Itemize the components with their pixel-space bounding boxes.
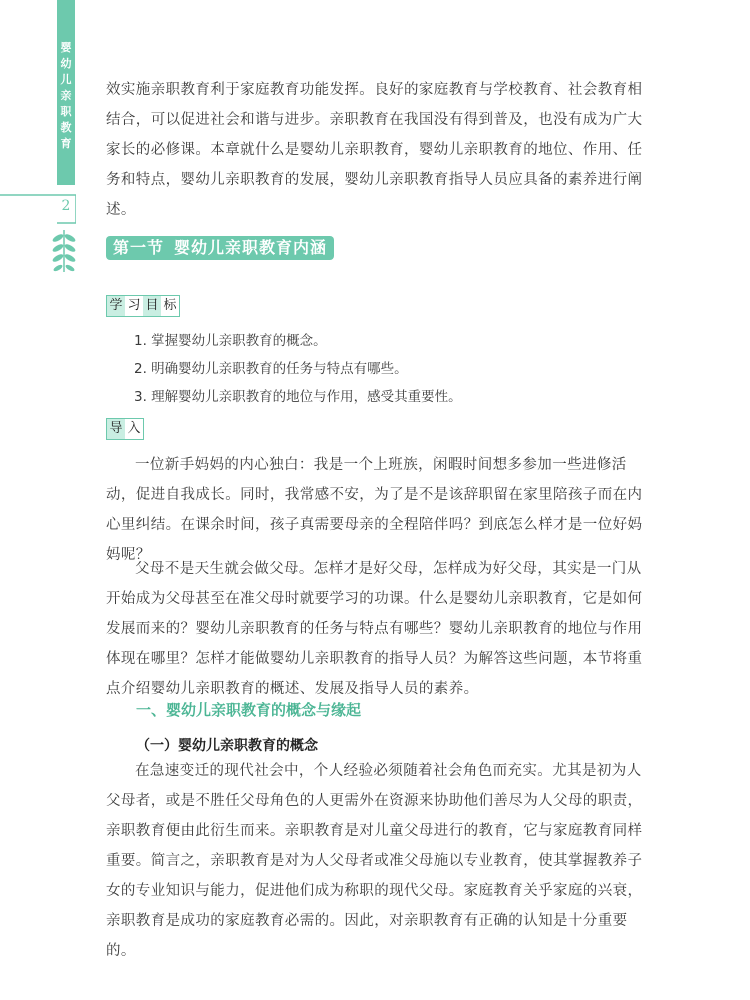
intro-paragraph: 效实施亲职教育利于家庭教育功能发挥。良好的家庭教育与学校教育、社会教育相结合，可以促进社会和谐与进步。亲职教育在我国没有得到普及，也没有成为广大家长的必修课。本章就什么是婴幼儿亲职教育，婴幼儿亲职教育的地位、作用、任务和特点，婴幼儿亲职教育的发展，婴幼儿亲职教育指导人员应具备的素养进行阐述。 (106, 82, 643, 218)
side-chapter-tab (57, 0, 75, 185)
objectives-label-char: 学 (107, 296, 125, 316)
lead-in-label-char: 入 (127, 421, 141, 436)
section-title: 婴幼儿亲职教育内涵 (174, 238, 328, 257)
lead-in-label-char: 导 (107, 419, 125, 439)
objective-item: 3. 理解婴幼儿亲职教育的地位与作用，感受其重要性。 (134, 389, 462, 405)
heading-2: （一）婴幼儿亲职教育的概念 (136, 738, 318, 754)
objectives-label-char: 目 (143, 296, 161, 316)
objectives-label (106, 295, 180, 317)
leaf-ornament-icon (52, 228, 76, 274)
objective-item: 1. 掌握婴幼儿亲职教育的概念。 (134, 333, 327, 349)
body-paragraph: 父母不是天生就会做父母。怎样才是好父母，怎样成为好父母，其实是一门从开始成为父母甚至在准父母时就要学习的功课。什么是婴幼儿亲职教育，它是如何发展而来的？婴幼儿亲职教育的任务与特点有哪些？婴幼儿亲职教育的地位与作用体现在哪里？怎样才能做婴幼儿亲职教育的指导人员？为解答这些问题，本节将重点介绍婴幼儿亲职教育的概述、发展及指导人员的素养。 (106, 561, 643, 697)
objectives-label-char: 标 (163, 298, 177, 313)
page-number-box (0, 193, 76, 225)
page-number: 2 (61, 198, 71, 214)
section-title-banner (106, 236, 334, 260)
objectives-list (134, 327, 462, 411)
lead-in-paragraph: 一位新手妈妈的内心独白：我是一个上班族，闲暇时间想多参加一些进修活动，促进自我成长。同时，我常感不安，为了是不是该辞职留在家里陪孩子而在内心里纠结。在课余时间，孩子真需要母亲的全程陪伴吗？到底怎么样才是一位好妈妈呢？ (106, 457, 643, 563)
section-number: 第一节 (113, 238, 165, 257)
concept-paragraph: 在急速变迁的现代社会中，个人经验必须随着社会角色而充实。尤其是初为人父母者，或是不胜任父母角色的人更需外在资源来协助他们善尽为人父母的职责，亲职教育便由此衍生而来。亲职教育是对儿童父母进行的教育，它与家庭教育同样重要。简言之，亲职教育是对为人父母者或准父母施以专业教育，使其掌握教养子女的专业知识与能力，促进他们成为称职的现代父母。家庭教育关乎家庭的兴衰，亲职教育是成功的家庭教育必需的。因此，对亲职教育有正确的认知是十分重要的。 (106, 763, 643, 959)
objective-item: 2. 明确婴幼儿亲职教育的任务与特点有哪些。 (134, 361, 408, 377)
lead-in-label (106, 418, 144, 440)
side-chapter-title: 婴幼儿亲职教育 (60, 41, 72, 150)
heading-1: 一、婴幼儿亲职教育的概念与缘起 (136, 701, 362, 719)
objectives-label-char: 习 (127, 298, 141, 313)
